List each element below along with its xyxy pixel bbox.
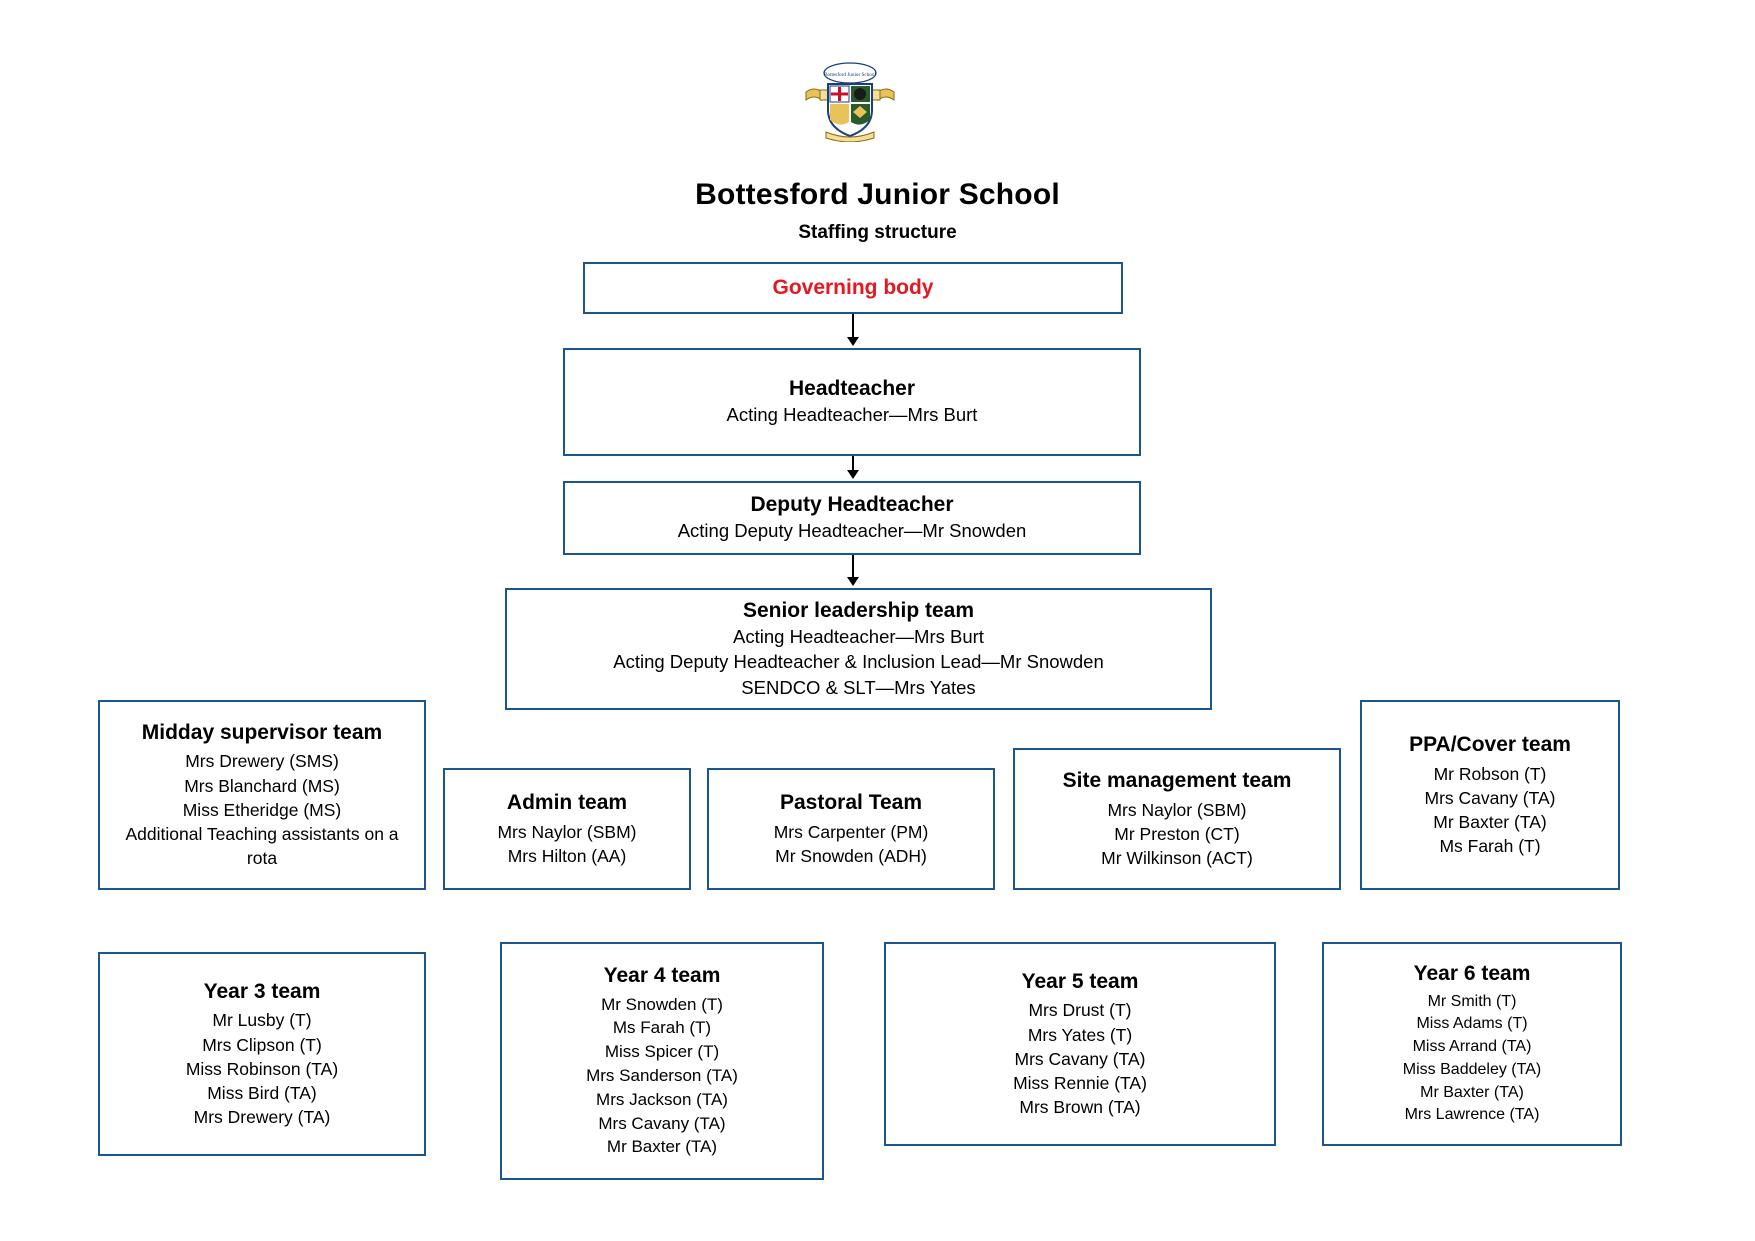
page-subtitle: Staffing structure bbox=[798, 222, 957, 243]
node-line: Miss Bird (TA) bbox=[207, 1082, 317, 1103]
node-line: Mrs Blanchard (MS) bbox=[184, 775, 340, 796]
node-year-5-team bbox=[884, 942, 1276, 1146]
node-line: Mrs Sanderson (TA) bbox=[586, 1065, 738, 1085]
node-pastoral-team bbox=[707, 768, 995, 890]
school-crest-icon bbox=[800, 62, 900, 142]
node-headteacher bbox=[563, 348, 1141, 456]
node-line: Mrs Yates (T) bbox=[1027, 1024, 1133, 1045]
node-line: Mrs Naylor (SBM) bbox=[1107, 799, 1247, 820]
node-line: Mr Preston (CT) bbox=[1114, 823, 1240, 844]
node-governing-body bbox=[583, 262, 1123, 314]
node-line: Mrs Drewery (SMS) bbox=[185, 751, 339, 772]
node-heading: Admin team bbox=[506, 791, 628, 815]
node-line: Miss Adams (T) bbox=[1416, 1015, 1528, 1033]
node-heading: Site management team bbox=[1062, 768, 1292, 792]
page-title: Bottesford Junior School bbox=[695, 178, 1060, 211]
node-line: Miss Baddeley (TA) bbox=[1402, 1060, 1542, 1078]
node-heading: Midday supervisor team bbox=[141, 720, 383, 744]
node-line: Mrs Jackson (TA) bbox=[596, 1089, 728, 1109]
node-line: Mrs Brown (TA) bbox=[1019, 1097, 1141, 1118]
node-line: Mrs Hilton (AA) bbox=[507, 845, 627, 866]
node-line: Mrs Cavany (TA) bbox=[598, 1113, 726, 1133]
node-line: Mrs Drust (T) bbox=[1028, 1000, 1132, 1021]
node-admin-team bbox=[443, 768, 691, 890]
node-line: Mr Robson (T) bbox=[1433, 763, 1547, 784]
node-heading: Year 6 team bbox=[1413, 962, 1531, 986]
node-line: Mrs Lawrence (TA) bbox=[1404, 1106, 1540, 1124]
node-senior-leadership-team bbox=[505, 588, 1212, 710]
node-line: Miss Rennie (TA) bbox=[1013, 1072, 1147, 1093]
node-ppa-cover-team bbox=[1360, 700, 1620, 890]
node-line: Mrs Naylor (SBM) bbox=[497, 821, 637, 842]
node-site-management-team bbox=[1013, 748, 1341, 890]
node-heading: PPA/Cover team bbox=[1409, 732, 1571, 756]
node-year-3-team bbox=[98, 952, 426, 1156]
node-line: Ms Farah (T) bbox=[1439, 835, 1541, 856]
node-year-6-team bbox=[1322, 942, 1622, 1146]
node-line: Mr Snowden (ADH) bbox=[775, 845, 927, 866]
node-line: Mr Lusby (T) bbox=[212, 1010, 312, 1031]
node-line: Mr Baxter (TA) bbox=[606, 1137, 718, 1157]
node-line: Miss Robinson (TA) bbox=[185, 1058, 339, 1079]
arrowhead-head-to-deputy bbox=[847, 470, 859, 479]
node-midday-supervisor-team bbox=[98, 700, 426, 890]
node-heading: Year 5 team bbox=[1021, 969, 1139, 993]
node-line: Acting Deputy Headteacher—Mr Snowden bbox=[677, 520, 1027, 542]
node-heading: Pastoral Team bbox=[779, 791, 922, 815]
node-line: Mr Baxter (TA) bbox=[1420, 1083, 1524, 1101]
node-line: Mrs Clipson (T) bbox=[202, 1034, 322, 1055]
node-line: Mrs Cavany (TA) bbox=[1424, 787, 1556, 808]
svg-text:Bottesford Junior School: Bottesford Junior School bbox=[824, 72, 876, 78]
node-line: Acting Headteacher—Mrs Burt bbox=[733, 625, 984, 647]
node-line: Mrs Cavany (TA) bbox=[1014, 1048, 1146, 1069]
node-heading: Deputy Headteacher bbox=[750, 493, 954, 517]
node-line: Ms Farah (T) bbox=[612, 1018, 712, 1038]
node-line: Mr Smith (T) bbox=[1427, 992, 1517, 1010]
node-line: Miss Arrand (TA) bbox=[1412, 1038, 1532, 1056]
node-line: Additional Teaching assistants on a rota bbox=[125, 823, 399, 869]
node-line: Acting Deputy Headteacher & Inclusion Lead—Mr Snowden bbox=[613, 651, 1104, 673]
node-line: Mr Baxter (TA) bbox=[1433, 811, 1547, 832]
node-line: Mr Wilkinson (ACT) bbox=[1101, 847, 1253, 868]
node-year-4-team bbox=[500, 942, 824, 1180]
node-line: SENDCO & SLT—Mrs Yates bbox=[741, 676, 976, 698]
node-line: Acting Headteacher—Mrs Burt bbox=[726, 404, 978, 426]
connector-governing-to-head bbox=[852, 314, 854, 339]
arrowhead-deputy-to-slt bbox=[847, 577, 859, 586]
node-heading: Governing body bbox=[772, 276, 934, 300]
node-heading: Senior leadership team bbox=[742, 598, 975, 622]
node-line: Miss Etheridge (MS) bbox=[182, 799, 342, 820]
node-heading: Headteacher bbox=[788, 377, 916, 401]
node-line: Miss Spicer (T) bbox=[604, 1042, 720, 1062]
connector-deputy-to-slt bbox=[852, 555, 854, 579]
node-heading: Year 4 team bbox=[603, 963, 721, 987]
node-heading: Year 3 team bbox=[203, 979, 321, 1003]
node-line: Mrs Carpenter (PM) bbox=[773, 821, 929, 842]
node-line: Mr Snowden (T) bbox=[601, 994, 723, 1014]
arrowhead-governing-to-head bbox=[847, 337, 859, 346]
node-deputy-headteacher bbox=[563, 481, 1141, 555]
node-line: Mrs Drewery (TA) bbox=[193, 1107, 331, 1128]
